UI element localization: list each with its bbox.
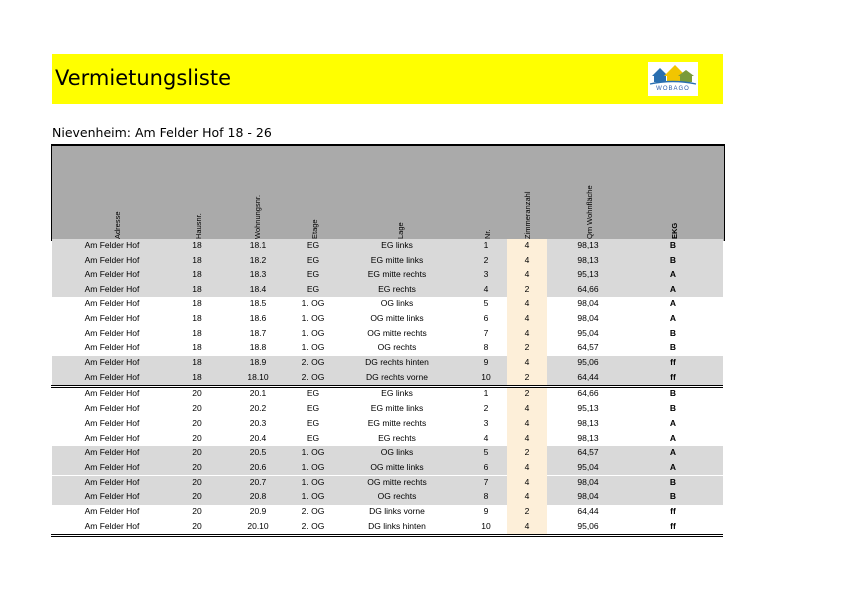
cell-wohnungsnr: 20.10 xyxy=(247,520,269,531)
cell-lage: DG rechts hinten xyxy=(365,357,429,368)
cell-ekg: B xyxy=(669,254,677,265)
table-row xyxy=(52,254,723,269)
cell-nr: 1 xyxy=(483,388,489,399)
cell-zimmeranzahl: 4 xyxy=(507,268,547,283)
cell-adresse: Am Felder Hof xyxy=(84,402,140,413)
cell-nr: 8 xyxy=(483,342,489,353)
cell-qm-wohnflaeche: 64,44 xyxy=(577,506,599,517)
cell-adresse: Am Felder Hof xyxy=(84,283,140,294)
cell-adresse: Am Felder Hof xyxy=(84,461,140,472)
cell-qm-wohnflaeche: 98,13 xyxy=(577,417,599,428)
cell-nr: 3 xyxy=(483,269,489,280)
cell-hausnr: 20 xyxy=(192,520,202,531)
cell-hausnr: 18 xyxy=(192,313,202,323)
cell-etage: 2. OG xyxy=(301,520,325,531)
cell-adresse: Am Felder Hof xyxy=(84,298,140,309)
cell-zimmeranzahl: 4 xyxy=(507,520,547,535)
cell-zimmeranzahl: 4 xyxy=(507,297,547,312)
cell-adresse: Am Felder Hof xyxy=(84,447,140,458)
cell-adresse: Am Felder Hof xyxy=(84,327,140,338)
cell-nr: 6 xyxy=(483,461,489,472)
cell-qm-wohnflaeche: 95,04 xyxy=(577,461,599,472)
cell-ekg: B xyxy=(669,402,677,413)
cell-zimmeranzahl: 4 xyxy=(507,490,547,505)
cell-adresse: Am Felder Hof xyxy=(84,417,140,428)
cell-nr: 1 xyxy=(483,240,489,250)
cell-etage: 2. OG xyxy=(301,357,325,368)
cell-ekg: B xyxy=(669,491,677,502)
cell-qm-wohnflaeche: 98,04 xyxy=(577,491,599,502)
cell-etage: 1. OG xyxy=(301,461,325,472)
cell-qm-wohnflaeche: 95,06 xyxy=(577,357,599,368)
cell-etage: EG xyxy=(306,269,320,280)
cell-qm-wohnflaeche: 64,57 xyxy=(577,342,599,353)
cell-nr: 4 xyxy=(483,283,489,294)
cell-adresse: Am Felder Hof xyxy=(84,240,140,250)
cell-hausnr: 20 xyxy=(192,402,202,413)
table-row xyxy=(52,239,723,254)
cell-nr: 9 xyxy=(483,357,489,368)
cell-etage: 1. OG xyxy=(301,476,325,487)
cell-nr: 2 xyxy=(483,402,489,413)
cell-qm-wohnflaeche: 95,04 xyxy=(577,327,599,338)
table-row xyxy=(52,402,723,417)
cell-nr: 3 xyxy=(483,417,489,428)
cell-adresse: Am Felder Hof xyxy=(84,269,140,280)
cell-qm-wohnflaeche: 98,04 xyxy=(577,476,599,487)
cell-zimmeranzahl: 2 xyxy=(507,505,547,520)
cell-ekg: ff xyxy=(670,371,676,382)
cell-zimmeranzahl: 4 xyxy=(507,254,547,269)
cell-hausnr: 20 xyxy=(192,476,202,487)
cell-qm-wohnflaeche: 98,13 xyxy=(577,254,599,265)
cell-qm-wohnflaeche: 95,13 xyxy=(577,269,599,280)
cell-lage: EG mitte links xyxy=(370,254,424,265)
cell-ekg: A xyxy=(669,298,677,309)
cell-lage: OG mitte rechts xyxy=(367,327,427,338)
column-header-wohnungsnr: Wohnungsnr. xyxy=(253,194,262,239)
column-header-lage: Lage xyxy=(396,222,405,239)
cell-zimmeranzahl: 2 xyxy=(507,341,547,356)
cell-wohnungsnr: 20.7 xyxy=(249,476,267,487)
table-row xyxy=(52,476,723,491)
column-header-hausnr: Hausnr. xyxy=(194,213,203,239)
column-header-zimmeranzahl: Zimmeranzahl xyxy=(523,191,532,239)
cell-adresse: Am Felder Hof xyxy=(84,313,140,323)
cell-wohnungsnr: 18.3 xyxy=(249,269,267,280)
cell-etage: 1. OG xyxy=(301,342,325,353)
cell-nr: 5 xyxy=(483,447,489,458)
table-row xyxy=(52,327,723,342)
cell-nr: 7 xyxy=(483,476,489,487)
company-logo xyxy=(648,62,698,96)
cell-wohnungsnr: 18.10 xyxy=(247,371,269,382)
table-row xyxy=(52,283,723,298)
cell-lage: OG mitte links xyxy=(370,313,424,323)
cell-qm-wohnflaeche: 98,04 xyxy=(577,313,599,323)
cell-hausnr: 18 xyxy=(192,269,202,280)
cell-zimmeranzahl: 4 xyxy=(507,356,547,371)
cell-etage: 1. OG xyxy=(301,327,325,338)
cell-etage: 1. OG xyxy=(301,447,325,458)
cell-etage: EG xyxy=(306,254,320,265)
cell-etage: 1. OG xyxy=(301,491,325,502)
cell-wohnungsnr: 18.9 xyxy=(249,357,267,368)
cell-adresse: Am Felder Hof xyxy=(84,342,140,353)
cell-ekg: A xyxy=(669,432,677,443)
cell-hausnr: 20 xyxy=(192,491,202,502)
cell-wohnungsnr: 18.2 xyxy=(249,254,267,265)
cell-ekg: B xyxy=(669,476,677,487)
cell-ekg: A xyxy=(669,269,677,280)
cell-hausnr: 20 xyxy=(192,461,202,472)
cell-etage: EG xyxy=(306,388,320,399)
cell-lage: EG mitte rechts xyxy=(367,269,427,280)
cell-zimmeranzahl: 4 xyxy=(507,432,547,447)
cell-lage: OG links xyxy=(380,298,414,309)
cell-etage: EG xyxy=(306,283,320,294)
cell-wohnungsnr: 20.4 xyxy=(249,432,267,443)
cell-qm-wohnflaeche: 95,13 xyxy=(577,402,599,413)
cell-qm-wohnflaeche: 95,06 xyxy=(577,520,599,531)
cell-nr: 6 xyxy=(483,313,489,323)
cell-zimmeranzahl: 4 xyxy=(507,476,547,491)
cell-zimmeranzahl: 2 xyxy=(507,283,547,298)
cell-ekg: B xyxy=(669,327,677,338)
cell-qm-wohnflaeche: 98,13 xyxy=(577,432,599,443)
cell-hausnr: 18 xyxy=(192,298,202,309)
cell-etage: 2. OG xyxy=(301,506,325,517)
cell-qm-wohnflaeche: 64,44 xyxy=(577,371,599,382)
cell-wohnungsnr: 20.8 xyxy=(249,491,267,502)
cell-adresse: Am Felder Hof xyxy=(84,357,140,368)
cell-ekg: ff xyxy=(670,520,676,531)
table-row xyxy=(52,461,723,476)
cell-wohnungsnr: 20.3 xyxy=(249,417,267,428)
cell-adresse: Am Felder Hof xyxy=(84,506,140,517)
table-row xyxy=(52,312,723,327)
cell-hausnr: 20 xyxy=(192,388,202,399)
cell-wohnungsnr: 20.5 xyxy=(249,447,267,458)
table-row xyxy=(52,446,723,461)
cell-nr: 10 xyxy=(481,520,491,531)
cell-lage: EG links xyxy=(381,240,413,250)
cell-zimmeranzahl: 4 xyxy=(507,461,547,476)
cell-wohnungsnr: 18.5 xyxy=(249,298,267,309)
cell-wohnungsnr: 20.1 xyxy=(249,388,267,399)
cell-hausnr: 20 xyxy=(192,506,202,517)
cell-nr: 4 xyxy=(483,432,489,443)
cell-hausnr: 18 xyxy=(192,327,202,338)
cell-adresse: Am Felder Hof xyxy=(84,476,140,487)
cell-wohnungsnr: 20.9 xyxy=(249,506,267,517)
cell-wohnungsnr: 18.7 xyxy=(249,327,267,338)
cell-qm-wohnflaeche: 98,13 xyxy=(577,240,599,250)
cell-nr: 10 xyxy=(481,371,491,382)
cell-etage: 2. OG xyxy=(301,371,325,382)
cell-wohnungsnr: 18.6 xyxy=(249,313,267,323)
cell-adresse: Am Felder Hof xyxy=(84,520,140,531)
cell-qm-wohnflaeche: 64,66 xyxy=(577,283,599,294)
cell-zimmeranzahl: 4 xyxy=(507,312,547,327)
cell-ekg: ff xyxy=(670,506,676,517)
cell-ekg: A xyxy=(669,417,677,428)
column-header-etage: Etage xyxy=(310,219,319,239)
table-row xyxy=(52,432,723,447)
cell-adresse: Am Felder Hof xyxy=(84,432,140,443)
cell-zimmeranzahl: 2 xyxy=(507,371,547,386)
cell-qm-wohnflaeche: 64,57 xyxy=(577,447,599,458)
column-header-ekg: EKG xyxy=(670,222,679,239)
page-title: Vermietungsliste xyxy=(55,66,232,90)
subtitle: Nievenheim: Am Felder Hof 18 - 26 xyxy=(52,125,272,140)
cell-etage: 1. OG xyxy=(301,298,325,309)
cell-adresse: Am Felder Hof xyxy=(84,491,140,502)
cell-lage: EG links xyxy=(381,388,413,399)
cell-adresse: Am Felder Hof xyxy=(84,371,140,382)
cell-zimmeranzahl: 2 xyxy=(507,387,547,402)
table-header xyxy=(51,144,725,241)
table-bottom-border xyxy=(51,534,723,537)
cell-ekg: ff xyxy=(670,357,676,368)
cell-etage: EG xyxy=(306,240,320,250)
cell-etage: EG xyxy=(306,417,320,428)
table-row xyxy=(52,520,723,535)
column-header-qm-wohnflaeche: Qm Wohnfläche xyxy=(585,185,594,239)
table-row xyxy=(52,490,723,505)
cell-hausnr: 20 xyxy=(192,447,202,458)
cell-lage: OG links xyxy=(380,447,414,458)
cell-ekg: A xyxy=(669,283,677,294)
cell-nr: 5 xyxy=(483,298,489,309)
logo-text: WOBAGO xyxy=(656,86,690,92)
table-row xyxy=(52,356,723,371)
cell-lage: EG rechts xyxy=(378,283,416,294)
cell-wohnungsnr: 20.6 xyxy=(249,461,267,472)
cell-nr: 9 xyxy=(483,506,489,517)
cell-hausnr: 18 xyxy=(192,240,202,250)
cell-lage: DG links vorne xyxy=(369,506,425,517)
cell-nr: 7 xyxy=(483,327,489,338)
cell-hausnr: 18 xyxy=(192,254,202,265)
cell-lage: OG rechts xyxy=(377,491,417,502)
logo-houses-icon xyxy=(648,62,698,88)
cell-ekg: A xyxy=(669,461,677,472)
cell-nr: 8 xyxy=(483,491,489,502)
cell-lage: EG mitte rechts xyxy=(367,417,427,428)
cell-lage: DG rechts vorne xyxy=(366,371,428,382)
table-row xyxy=(52,371,723,386)
column-header-nr: Nr. xyxy=(483,229,492,239)
cell-hausnr: 18 xyxy=(192,371,202,382)
cell-wohnungsnr: 18.8 xyxy=(249,342,267,353)
cell-ekg: A xyxy=(669,447,677,458)
cell-lage: DG links hinten xyxy=(368,520,426,531)
cell-zimmeranzahl: 2 xyxy=(507,446,547,461)
cell-ekg: B xyxy=(669,388,677,399)
table-row xyxy=(52,505,723,520)
cell-lage: EG rechts xyxy=(378,432,416,443)
cell-lage: OG mitte links xyxy=(370,461,424,472)
table-row xyxy=(52,341,723,356)
cell-wohnungsnr: 20.2 xyxy=(249,402,267,413)
table-row xyxy=(52,268,723,283)
cell-zimmeranzahl: 4 xyxy=(507,417,547,432)
cell-ekg: B xyxy=(669,342,677,353)
cell-adresse: Am Felder Hof xyxy=(84,254,140,265)
cell-zimmeranzahl: 4 xyxy=(507,327,547,342)
cell-qm-wohnflaeche: 64,66 xyxy=(577,388,599,399)
cell-hausnr: 18 xyxy=(192,342,202,353)
cell-ekg: A xyxy=(669,313,677,323)
cell-hausnr: 20 xyxy=(192,417,202,428)
cell-ekg: B xyxy=(669,240,677,250)
cell-adresse: Am Felder Hof xyxy=(84,388,140,399)
cell-wohnungsnr: 18.4 xyxy=(249,283,267,294)
group-separator xyxy=(51,385,723,388)
cell-zimmeranzahl: 4 xyxy=(507,402,547,417)
table-row xyxy=(52,297,723,312)
cell-zimmeranzahl: 4 xyxy=(507,239,547,254)
table-row xyxy=(52,387,723,402)
cell-etage: EG xyxy=(306,432,320,443)
cell-hausnr: 18 xyxy=(192,283,202,294)
cell-etage: EG xyxy=(306,402,320,413)
cell-qm-wohnflaeche: 98,04 xyxy=(577,298,599,309)
cell-lage: OG rechts xyxy=(377,342,417,353)
cell-lage: OG mitte rechts xyxy=(367,476,427,487)
cell-nr: 2 xyxy=(483,254,489,265)
cell-etage: 1. OG xyxy=(301,313,325,323)
cell-hausnr: 20 xyxy=(192,432,202,443)
cell-hausnr: 18 xyxy=(192,357,202,368)
cell-wohnungsnr: 18.1 xyxy=(249,240,267,250)
cell-lage: EG mitte links xyxy=(370,402,424,413)
column-header-adresse: Adresse xyxy=(113,211,122,239)
title-banner xyxy=(52,54,723,104)
table-row xyxy=(52,417,723,432)
